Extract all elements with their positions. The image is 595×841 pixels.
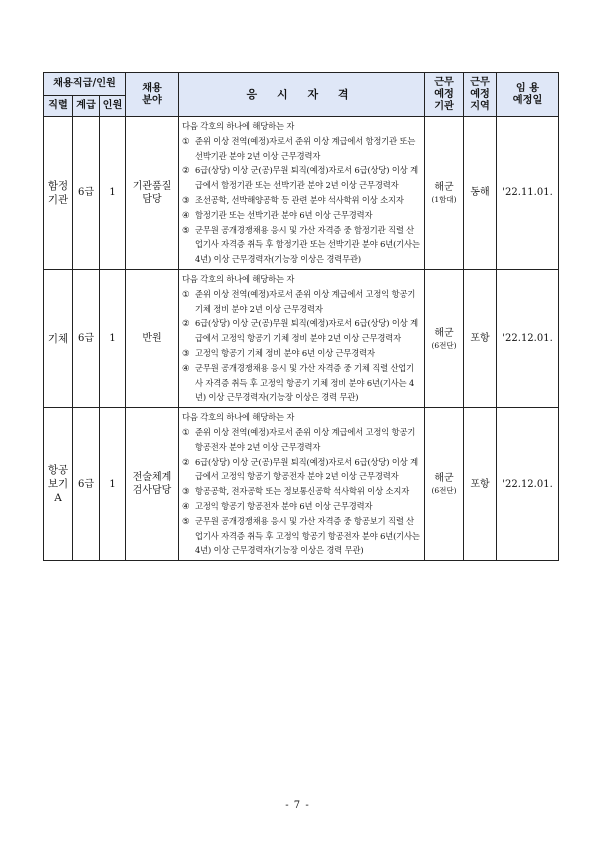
cell-count: 1 [100, 117, 126, 270]
cell-job: 항공 보기 A [44, 408, 73, 561]
qualification-item: ③ 고정익 항공기 기체 정비 분야 6년 이상 근무경력자 [182, 347, 375, 358]
cell-date: '22.12.01. [497, 408, 559, 561]
cell-count: 1 [100, 269, 126, 407]
qualification-item: ④ 고정익 항공기 항공전자 분야 6년 이상 근무경력자 [182, 500, 373, 511]
cell-date: '22.12.01. [497, 269, 559, 407]
cell-job: 기체 [44, 269, 73, 407]
cell-field: 반원 [126, 269, 179, 407]
cell-qualifications [179, 269, 425, 407]
header-count: 인원 [100, 96, 126, 117]
cell-grade: 6급 [73, 117, 100, 270]
qualification-item: ② 6급(상당) 이상 군(공)무원 퇴직(예정)자로서 6급(상당) 이상 계급에서 함정기관 또는 선박기관 분야 2년 이상 근무경력자 [182, 165, 418, 191]
cell-qualifications [179, 117, 425, 270]
cell-unit: 해군 (1함대) [425, 117, 464, 270]
qualifications-intro: 다음 각호의 하나에 해당하는 자 [182, 412, 295, 423]
header-field: 채용 분야 [126, 73, 179, 117]
page-number: - 7 - [285, 800, 310, 811]
cell-job: 함정 기관 [44, 117, 73, 270]
qualifications-intro: 다음 각호의 하나에 해당하는 자 [182, 273, 295, 284]
cell-date: '22.11.01. [497, 117, 559, 270]
header-position-group: 채용직급/인원 [44, 73, 126, 96]
header-unit: 근무 예정 기관 [425, 73, 464, 117]
qualification-item: ⑤ 군무원 공개경쟁채용 응시 및 가산 자격증 중 함정기관 직렬 산업기사 자격증 취득 후 함정기관 또는 선박기관 분야 6년(기사는 4년) 이상 근무경력자(기능장 이상은 경력무관) [182, 224, 420, 265]
qualification-item: ① 준위 이상 전역(예정)자로서 준위 이상 계급에서 함정기관 또는 선박기관 분야 2년 이상 근무경력자 [182, 135, 416, 161]
header-grade: 계급 [73, 96, 100, 117]
cell-field: 전술체계 검사담당 [126, 408, 179, 561]
cell-field: 기관품질 담당 [126, 117, 179, 270]
qualification-item: ③ 항공공학, 전자공학 또는 정보통신공학 석사학위 이상 소지자 [182, 486, 410, 497]
header-date: 임 용 예정일 [497, 73, 559, 117]
qualification-item: ② 6급(상당) 이상 군(공)무원 퇴직(예정)자로서 6급(상당) 이상 계급에서 고정익 항공기 기체 정비 분야 2년 이상 근무경력자 [182, 318, 418, 344]
header-job: 직렬 [44, 96, 73, 117]
qualification-item: ④ 함정기관 또는 선박기관 분야 6년 이상 근무경력자 [182, 209, 373, 220]
cell-unit: 해군 (6전단) [425, 269, 464, 407]
recruitment-table [43, 72, 559, 561]
cell-region: 포항 [464, 408, 497, 561]
qualifications-intro: 다음 각호의 하나에 해당하는 자 [182, 121, 295, 131]
cell-unit: 해군 (6전단) [425, 408, 464, 561]
qualification-item: ⑤ 군무원 공개경쟁채용 응시 및 가산 자격증 중 항공보기 직렬 산업기사 자격증 취득 후 고정익 항공기 항공전자 분야 6년(기사는 4년) 이상 근무경력자(기능장 이상은 경력 무관) [182, 515, 420, 556]
qualification-item: ② 6급(상당) 이상 군(공)무원 퇴직(예정)자로서 6급(상당) 이상 계급에서 고정익 항공기 항공전자 분야 2년 이상 근무경력자 [182, 456, 418, 482]
qualification-item: ① 준위 이상 전역(예정)자로서 준위 이상 계급에서 고정익 항공기 항공전자 분야 2년 이상 근무경력자 [182, 426, 416, 452]
qualification-item: ③ 조선공학, 선박해양공학 등 관련 분야 석사학위 이상 소지자 [182, 194, 404, 205]
table-row [44, 269, 559, 407]
qualification-item: ④ 군무원 공개경쟁채용 응시 및 가산 자격증 중 기체 직렬 산업기사 자격증 취득 후 고정익 항공기 기체 정비 분야 6년(기사는 4년) 이상 근무경력자(기능장 이상은 경력 무관) [182, 362, 415, 403]
cell-region: 동해 [464, 117, 497, 270]
cell-grade: 6급 [73, 269, 100, 407]
header-qualifications: 응 시 자 격 [179, 73, 425, 117]
cell-count: 1 [100, 408, 126, 561]
cell-region: 포항 [464, 269, 497, 407]
qualification-item: ① 준위 이상 전역(예정)자로서 준위 이상 계급에서 고정익 항공기 기체 정비 분야 2년 이상 근무경력자 [182, 288, 416, 314]
header-region: 근무 예정 지역 [464, 73, 497, 117]
cell-qualifications [179, 408, 425, 561]
table-row [44, 117, 559, 270]
table-row [44, 408, 559, 561]
cell-grade: 6급 [73, 408, 100, 561]
